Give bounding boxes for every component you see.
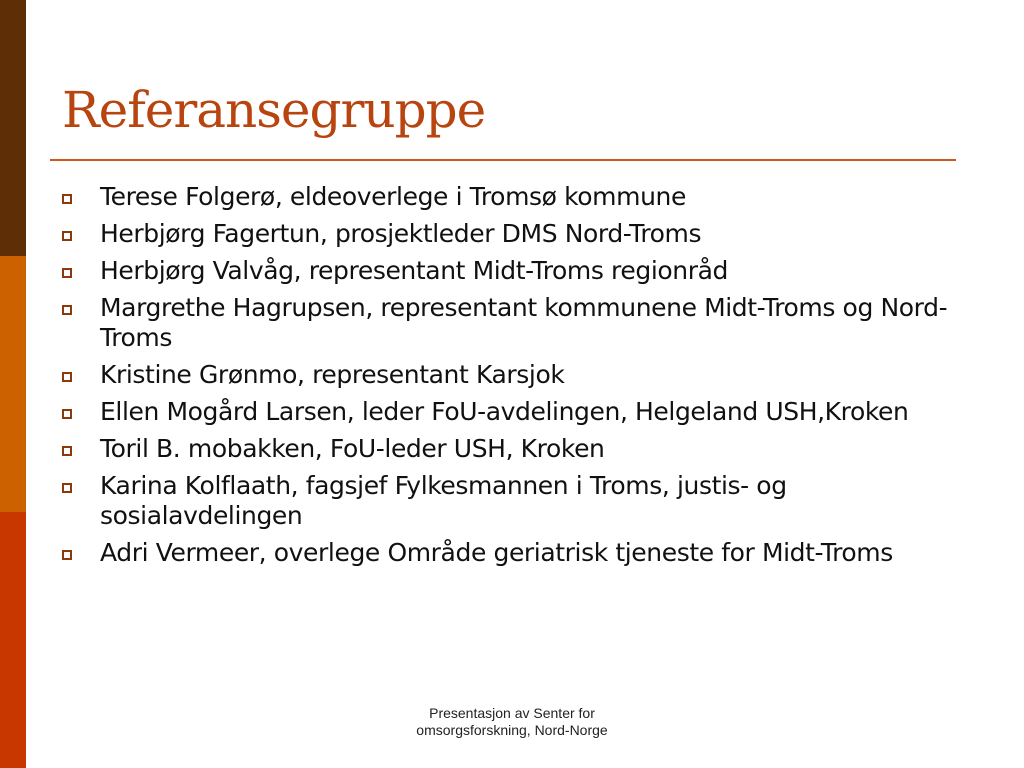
bullet-list xyxy=(62,182,967,575)
list-item xyxy=(62,397,967,427)
bullet-text: Karina Kolflaath, fagsjef Fylkesmannen i Troms, justis- og sosialavdelingen xyxy=(100,471,787,530)
square-bullet-icon xyxy=(62,550,72,560)
square-bullet-icon xyxy=(62,305,72,315)
list-item xyxy=(62,293,967,353)
square-bullet-icon xyxy=(62,483,72,493)
square-bullet-icon xyxy=(62,372,72,382)
bullet-text: Herbjørg Fagertun, prosjektleder DMS Nord-Troms xyxy=(100,219,702,248)
square-bullet-icon xyxy=(62,194,72,204)
bullet-text: Herbjørg Valvåg, representant Midt-Troms regionråd xyxy=(100,256,728,285)
side-band-middle xyxy=(0,256,26,512)
square-bullet-icon xyxy=(62,231,72,241)
bullet-text: Ellen Mogård Larsen, leder FoU-avdelingen, Helgeland USH,Kroken xyxy=(100,397,909,426)
list-item xyxy=(62,182,967,212)
list-item xyxy=(62,360,967,390)
list-item xyxy=(62,219,967,249)
square-bullet-icon xyxy=(62,409,72,419)
side-band-bottom xyxy=(0,512,26,768)
list-item xyxy=(62,471,967,531)
list-item xyxy=(62,538,967,568)
bullet-text: Terese Folgerø, eldeoverlege i Tromsø kommune xyxy=(100,182,686,211)
list-item xyxy=(62,434,967,464)
bullet-text: Toril B. mobakken, FoU-leder USH, Kroken xyxy=(100,434,605,463)
square-bullet-icon xyxy=(62,446,72,456)
bullet-text: Kristine Grønmo, representant Karsjok xyxy=(100,360,565,389)
slide-title: Referansegruppe xyxy=(62,81,486,139)
bullet-text: Margrethe Hagrupsen, representant kommunene Midt-Troms og Nord-Troms xyxy=(100,293,948,352)
bullet-text: Adri Vermeer, overlege Område geriatrisk tjeneste for Midt-Troms xyxy=(100,538,893,567)
side-band-top xyxy=(0,0,26,256)
title-divider xyxy=(50,159,956,161)
slide-footer: Presentasjon av Senter for omsorgsforskning, Nord-Norge xyxy=(416,705,608,738)
square-bullet-icon xyxy=(62,268,72,278)
list-item xyxy=(62,256,967,286)
